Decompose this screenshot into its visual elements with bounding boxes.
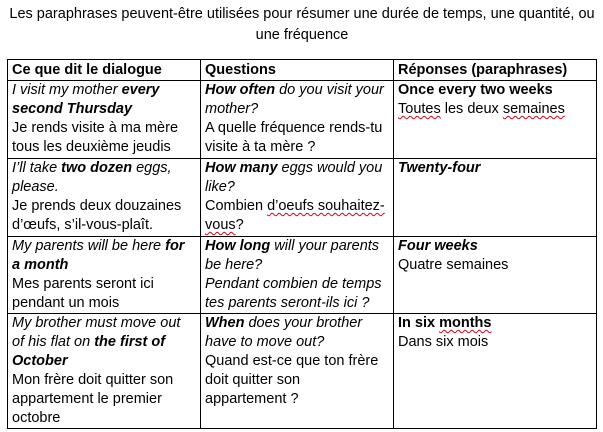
dialogue-fr: Je prends deux douzaines: [12, 198, 182, 214]
paraphrase-table: [7, 59, 597, 429]
spellcheck-mark: d’oeufs souhaitez-: [267, 198, 385, 214]
question-en: When does your brother: [205, 315, 363, 331]
intro-line-2: une fréquence: [255, 27, 349, 43]
dialogue-fr-cont: d’œufs, s’il-vous-plaît.: [12, 217, 154, 233]
header-questions: Questions: [201, 60, 394, 81]
header-answers: Réponses (paraphrases): [394, 60, 597, 81]
question-fr-cont: doit quitter son: [205, 372, 301, 388]
answer-en: Four weeks: [398, 238, 478, 254]
question-en-cont: like?: [205, 179, 235, 195]
table-row: [8, 159, 597, 237]
spellcheck-mark: Toutes: [398, 101, 441, 117]
dialogue-fr-cont: octobre: [12, 410, 61, 426]
answer-en: Twenty-four: [398, 160, 481, 176]
question-fr-cont: visite à ta mère ?: [205, 139, 316, 155]
answer-fr: Toutes les deux semaines: [398, 101, 565, 117]
dialogue-en: My brother must move out: [12, 315, 181, 331]
question-fr-cont: tes parents seront-ils ici ?: [205, 295, 370, 311]
spellcheck-mark: semaines: [502, 101, 565, 117]
question-cell: [201, 81, 394, 159]
dialogue-cell: [8, 81, 201, 159]
question-fr: A quelle fréquence rends-tu: [205, 120, 383, 136]
question-en: How often do you visit your: [205, 82, 384, 98]
dialogue-cell: [8, 237, 201, 314]
dialogue-cell: [8, 314, 201, 429]
question-en-cont: be here?: [205, 257, 263, 273]
answer-fr: Dans six mois: [398, 334, 489, 350]
dialogue-fr: Mon frère doit quitter son: [12, 372, 174, 388]
dialogue-en-cont: please.: [12, 179, 59, 195]
answer-cell: [394, 159, 597, 237]
question-fr: Pendant combien de temps: [205, 276, 382, 292]
header-dialogue: Ce que dit le dialogue: [8, 60, 201, 81]
question-cell: [201, 159, 394, 237]
question-fr-cont: vous?: [205, 217, 244, 233]
spellcheck-mark: months: [439, 315, 492, 331]
dialogue-en: I’ll take two dozen eggs,: [12, 160, 172, 176]
dialogue-cell: [8, 159, 201, 237]
dialogue-fr: Je rends visite à ma mère: [12, 120, 179, 136]
answer-fr: Quatre semaines: [398, 257, 509, 273]
dialogue-fr-cont: tous les deuxième jeudis: [12, 139, 171, 155]
intro-line-1: Les paraphrases peuvent-être utilisées pour résumer une durée de temps, une quantité, ou: [9, 6, 595, 22]
dialogue-en-cont: of his flat on the first of: [12, 334, 166, 350]
question-cell: [201, 314, 394, 429]
spellcheck-mark: vous: [205, 217, 236, 233]
dialogue-en-cont: second Thursday: [12, 101, 133, 117]
table-header-row: [8, 60, 597, 81]
dialogue-en-cont: October: [12, 353, 68, 369]
dialogue-fr-cont: pendant un mois: [12, 295, 120, 311]
dialogue-en: I visit my mother every: [12, 82, 160, 98]
answer-cell: [394, 81, 597, 159]
question-en-cont: mother?: [205, 101, 259, 117]
answer-cell: [394, 314, 597, 429]
question-fr: Quand est-ce que ton frère: [205, 353, 379, 369]
table-row: [8, 81, 597, 159]
question-fr-cont: appartement ?: [205, 391, 299, 407]
dialogue-fr-cont: appartement le premier: [12, 391, 162, 407]
dialogue-en: My parents will be here for: [12, 238, 185, 254]
table-row: [8, 314, 597, 429]
question-en: How long will your parents: [205, 238, 380, 254]
question-en: How many eggs would you: [205, 160, 383, 176]
answer-en: In six months: [398, 315, 492, 331]
question-en-cont: have to move out?: [205, 334, 325, 350]
table-row: [8, 237, 597, 314]
answer-en: Once every two weeks: [398, 82, 553, 98]
question-fr: Combien d’oeufs souhaitez-: [205, 198, 385, 214]
dialogue-fr: Mes parents seront ici: [12, 276, 154, 292]
dialogue-en-cont: a month: [12, 257, 69, 273]
intro-paragraph: [8, 4, 596, 46]
question-cell: [201, 237, 394, 314]
answer-cell: [394, 237, 597, 314]
